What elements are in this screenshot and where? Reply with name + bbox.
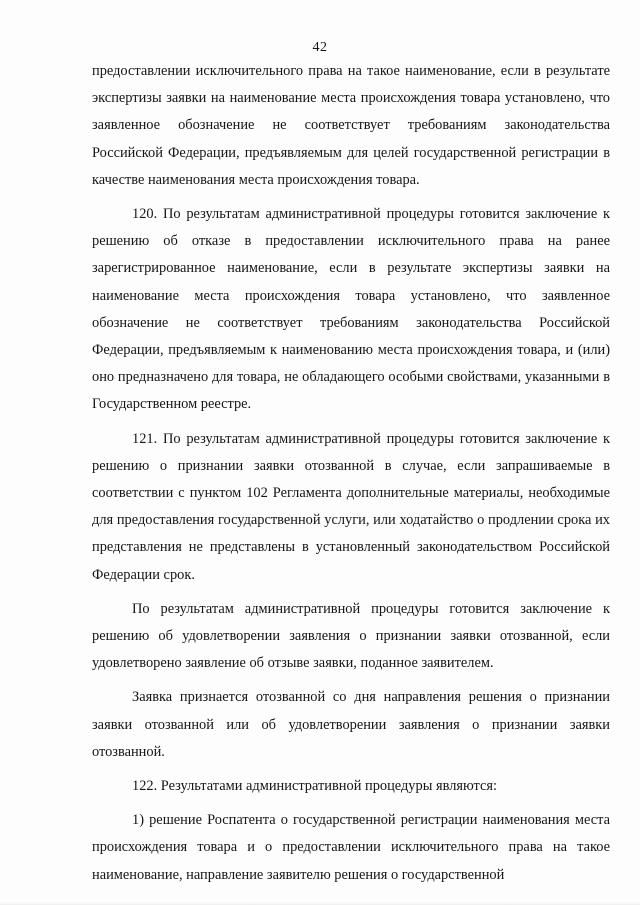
- paragraph-122-item-1: 1) решение Роспатента о государственной регистрации наименования места происхождения товара и о предоставлении исключительного права на такое наименование, направление заявителю решения о государственной: [92, 812, 610, 883]
- page-number: 42: [312, 40, 328, 55]
- paragraph-120: 120. По результатам административной процедуры готовится заключение к решению об отказе в предоставлении исключительного права на ранее зарегистрированное наименование, если в результате экспертизы заявки на наименование места происхождения товара установлено, что заявленное обозначение не соответствует требованиям законодательства Российской Федерации, предъявляемым к наименованию места происхождения товара, и (или) оно предназначено для товара, не обладающего особыми свойствами, указанными в Государственном реестре.: [92, 206, 610, 413]
- paragraph-121: 121. По результатам административной процедуры готовится заключение к решению о признании заявки отозванной в случае, если запрашиваемые в соответствии с пунктом 102 Регламента дополнительные материалы, необходимые для предоставления государственной услуги, или ходатайство о продлении срока их представления не представлены в установленный законодательством Российской Федерации срок.: [92, 430, 610, 583]
- paragraph-122: 122. Результатами административной процедуры являются:: [132, 778, 498, 795]
- paragraph-121-withdrawal-date: Заявка признается отозванной со дня направления решения о признании заявки отозванной или об удовлетворении заявления о признании заявки отозванной.: [92, 689, 610, 760]
- paragraph-121-withdrawal-conclusion: По результатам административной процедуры готовится заключение к решению об удовлетворении заявления о признании заявки отозванной, если удовлетворено заявление об отзыве заявки, поданное заявителем.: [92, 600, 610, 672]
- paragraph-continuation: предоставлении исключительного права на такое наименование, если в результате экспертизы заявки на наименование места происхождения товара установлено, что заявленное обозначение не соответствует требованиям законодательства Российской Федерации, предъявляемым для целей государственной регистрации в качестве наименования места происхождения товара.: [92, 63, 610, 188]
- document-body: [92, 58, 610, 896]
